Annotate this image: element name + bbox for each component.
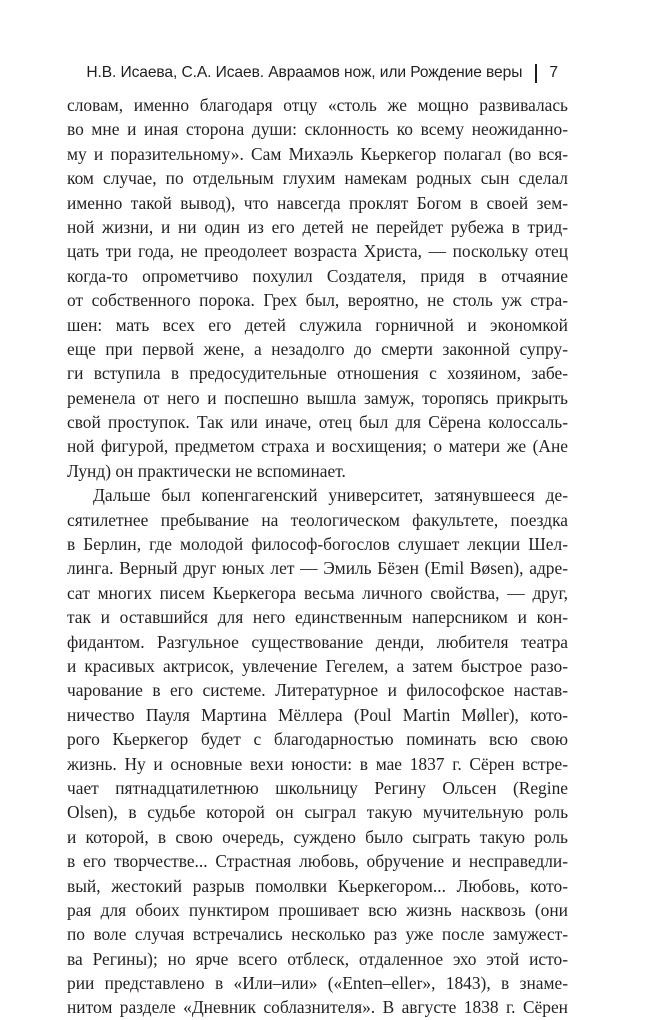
text-line: во мне и иная сторона души: склонность ко всему неожиданно- xyxy=(67,119,568,140)
text-line: ременела от него и поспешно вышла замуж, торопясь прикрыть xyxy=(67,387,568,408)
text-line: когда-то опрометчиво похулил Создателя, придя в отчаяние xyxy=(67,265,568,286)
text-line: Olsen), в судьбе которой он сыграл такую мучительную роль xyxy=(67,802,568,823)
text-line: в его творчестве... Страстная любовь, обручение и несправедли- xyxy=(67,851,568,872)
running-header xyxy=(86,62,558,84)
text-line: ги вступила в предосудительные отношения с хозяином, забе- xyxy=(67,363,568,384)
text-line: чает пятнадцатилетнюю школьницу Регину Ольсен (Regine xyxy=(67,777,568,798)
text-line: чарование в его системе. Литературное и философское настав- xyxy=(67,680,568,701)
text-line: так и оставшийся для него единственным наперсником и кон- xyxy=(67,607,568,628)
text-line: именно такой вывод), что навсегда проклят Богом в своей зем- xyxy=(67,192,568,213)
text-line: и красивых актрисок, увлечение Гегелем, а затем быстрое разо- xyxy=(67,655,568,676)
text-line: сятилетнее пребывание на теологическом факультете, поездка xyxy=(67,509,568,530)
body-text xyxy=(67,93,568,1020)
text-line: Дальше был копенгагенский университет, затянувшееся де- xyxy=(93,485,568,506)
text-line: фидантом. Разгульное существование денди, любителя театра xyxy=(67,631,568,652)
text-line: нитом разделе «Дневник соблазнителя». В августе 1838 г. Сёрен xyxy=(67,997,568,1018)
text-line: ком случае, по отдельным глухим намекам родных сын сделал xyxy=(67,168,568,189)
text-line: сат многих писем Кьеркегора весьма личного свойства, — друг, xyxy=(67,582,568,603)
text-line: му и поразительному». Сам Михаэль Кьеркегор полагал (во вся- xyxy=(67,143,568,164)
text-line: рая для обоих пунктиром прошивает всю жизнь насквозь (они xyxy=(67,899,568,920)
running-title: Н.В. Исаева, С.А. Исаев. Авраамов нож, или Рождение веры xyxy=(86,64,523,81)
text-line: еще при первой жене, а незадолго до смерти законной супру- xyxy=(67,338,568,359)
text-line: рого Кьеркегор будет с благодарностью поминать всю свою xyxy=(67,729,568,750)
text-line: Лунд) он практически не вспоминает. xyxy=(67,460,346,481)
text-line: рии представлено в «Или–или» («Enten–eller», 1843), в знаме- xyxy=(67,973,568,994)
paragraph-1 xyxy=(67,93,568,483)
text-line: ной жизни, и ни один из его детей не перейдет рубежа в трид- xyxy=(67,216,568,237)
text-line: от собственного порока. Грех был, вероятно, не столь уж стра- xyxy=(67,290,568,311)
text-line: ной фигурой, предметом страха и восхищения; о матери же (Ане xyxy=(67,436,568,457)
text-line: словам, именно благодаря отцу «столь же мощно развивалась xyxy=(67,95,568,115)
text-line: свой проступок. Так или иначе, отец был для Сёрена колоссаль- xyxy=(67,412,568,433)
header-divider xyxy=(535,64,537,83)
text-line: ва Регины); но ярче всего отблеск, отдаленное эхо этой исто- xyxy=(67,948,568,969)
text-line: вый, жестокий разрыв помолвки Кьеркегором... Любовь, кото- xyxy=(67,875,568,896)
text-line: и которой, в свою очередь, суждено было сыграть такую роль xyxy=(67,826,568,847)
text-line: цать три года, не преодолеет возраста Христа, — поскольку отец xyxy=(67,241,568,262)
page-number: 7 xyxy=(549,64,558,81)
text-line: шен: мать всех его детей служила горничной и экономкой xyxy=(67,314,568,335)
text-line: в Берлин, где молодой философ-богослов слушает лекции Шел- xyxy=(67,534,568,555)
text-line: по воле случая встречались несколько раз уже после замужест- xyxy=(67,924,568,945)
text-line: ничество Пауля Мартина Мёллера (Poul Martin Møller), кото- xyxy=(67,704,568,725)
paragraph-2 xyxy=(67,483,568,1020)
text-line: линга. Верный друг юных лет — Эмиль Бёзен (Emil Bøsen), адре- xyxy=(67,558,568,579)
text-line: жизнь. Ну и основные вехи юности: в мае 1837 г. Сёрен встре- xyxy=(67,753,568,774)
